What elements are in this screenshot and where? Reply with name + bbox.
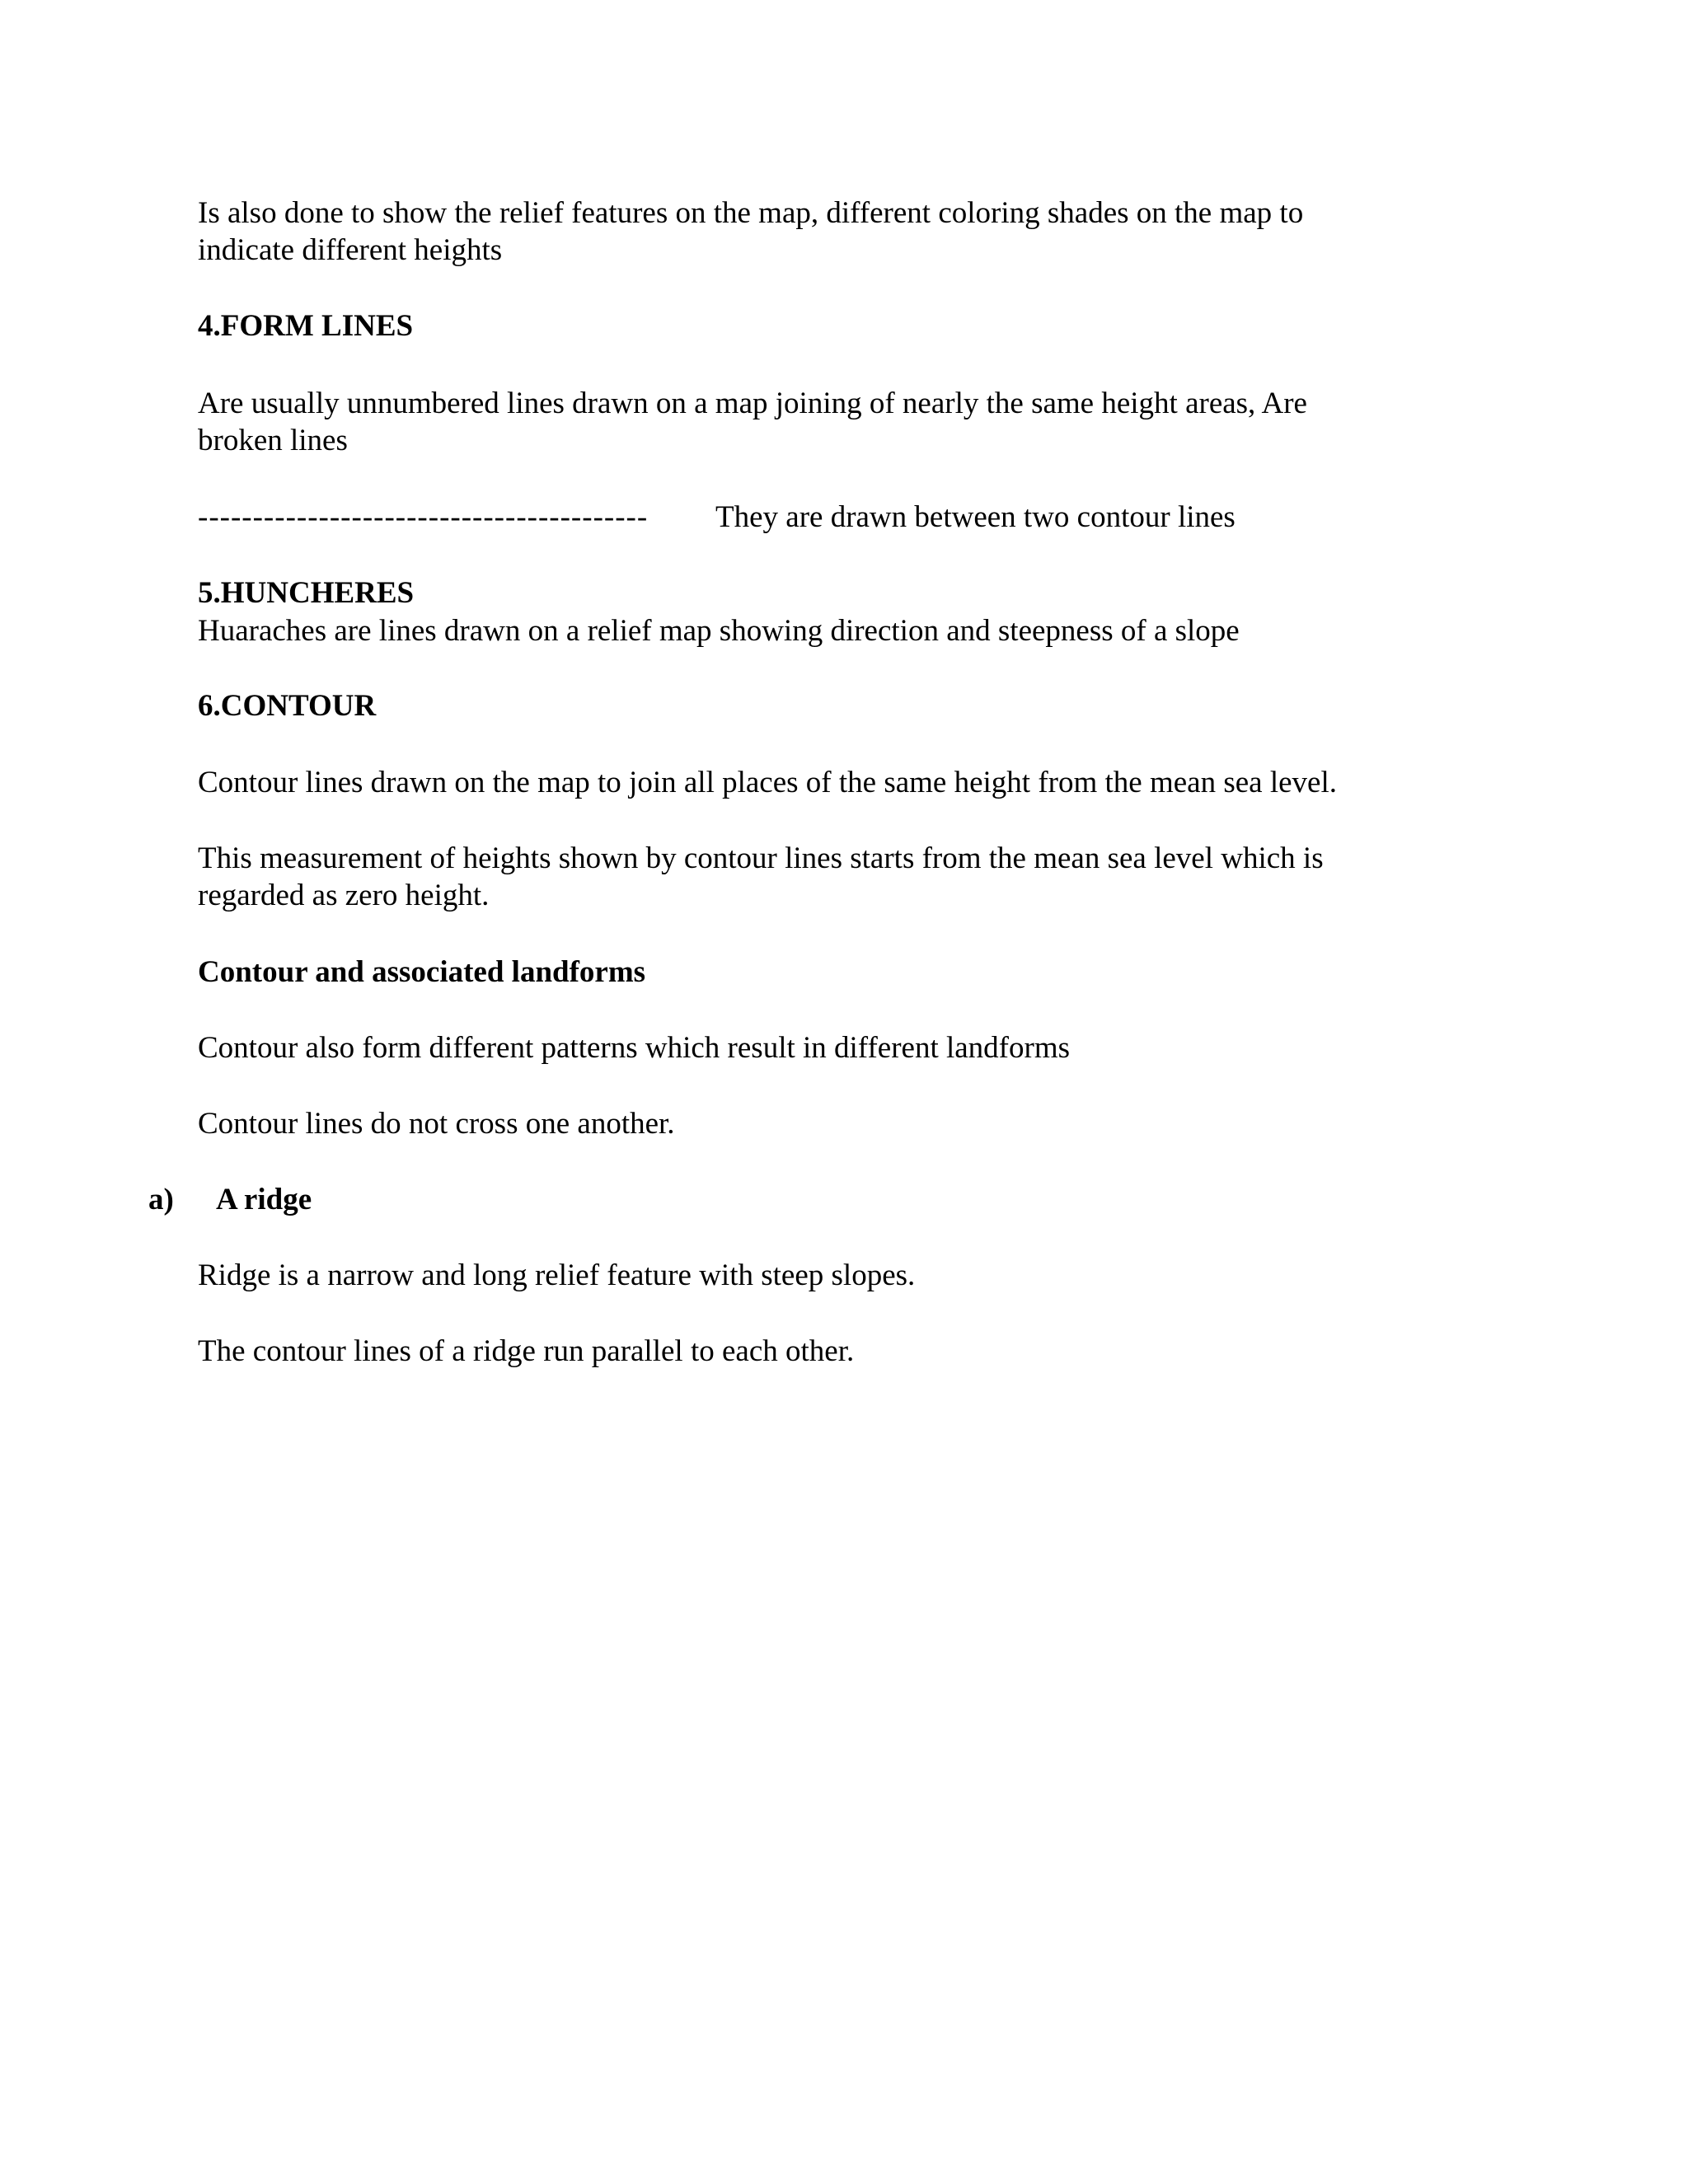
contour-heading: 6.CONTOUR: [198, 689, 377, 723]
ridge-list-marker: a): [148, 1183, 174, 1216]
form-line-dash-description: They are drawn between two contour lines: [715, 500, 1236, 534]
ridge-paragraph-1: Ridge is a narrow and long relief feature with steep slopes.: [198, 1258, 916, 1292]
intro-line-2: indicate different heights: [198, 233, 503, 267]
huncheres-heading: 5.HUNCHERES: [198, 576, 415, 610]
ridge-paragraph-2: The contour lines of a ridge run parallel to each other.: [198, 1334, 855, 1368]
contour-paragraph-2-line-1: This measurement of heights shown by contour lines starts from the mean sea level which is: [198, 841, 1324, 875]
contour-paragraph-1: Contour lines drawn on the map to join all places of the same height from the mean sea level.: [198, 766, 1337, 799]
form-lines-heading: 4.FORM LINES: [198, 309, 414, 343]
landforms-paragraph-1: Contour also form different patterns which result in different landforms: [198, 1031, 1071, 1065]
form-lines-paragraph-line-2: broken lines: [198, 424, 348, 457]
landforms-paragraph-2: Contour lines do not cross one another.: [198, 1107, 675, 1141]
intro-line-1: Is also done to show the relief features on the map, different coloring shades on the map to: [198, 196, 1304, 230]
ridge-heading: A ridge: [216, 1183, 312, 1216]
form-lines-paragraph-line-1: Are usually unnumbered lines drawn on a map joining of nearly the same height areas, Are: [198, 387, 1307, 420]
form-line-dash-symbol: -----------------------------------------: [198, 500, 649, 534]
landforms-heading: Contour and associated landforms: [198, 955, 646, 989]
contour-paragraph-2-line-2: regarded as zero height.: [198, 879, 490, 912]
huncheres-paragraph: Huaraches are lines drawn on a relief map showing direction and steepness of a slope: [198, 614, 1240, 648]
